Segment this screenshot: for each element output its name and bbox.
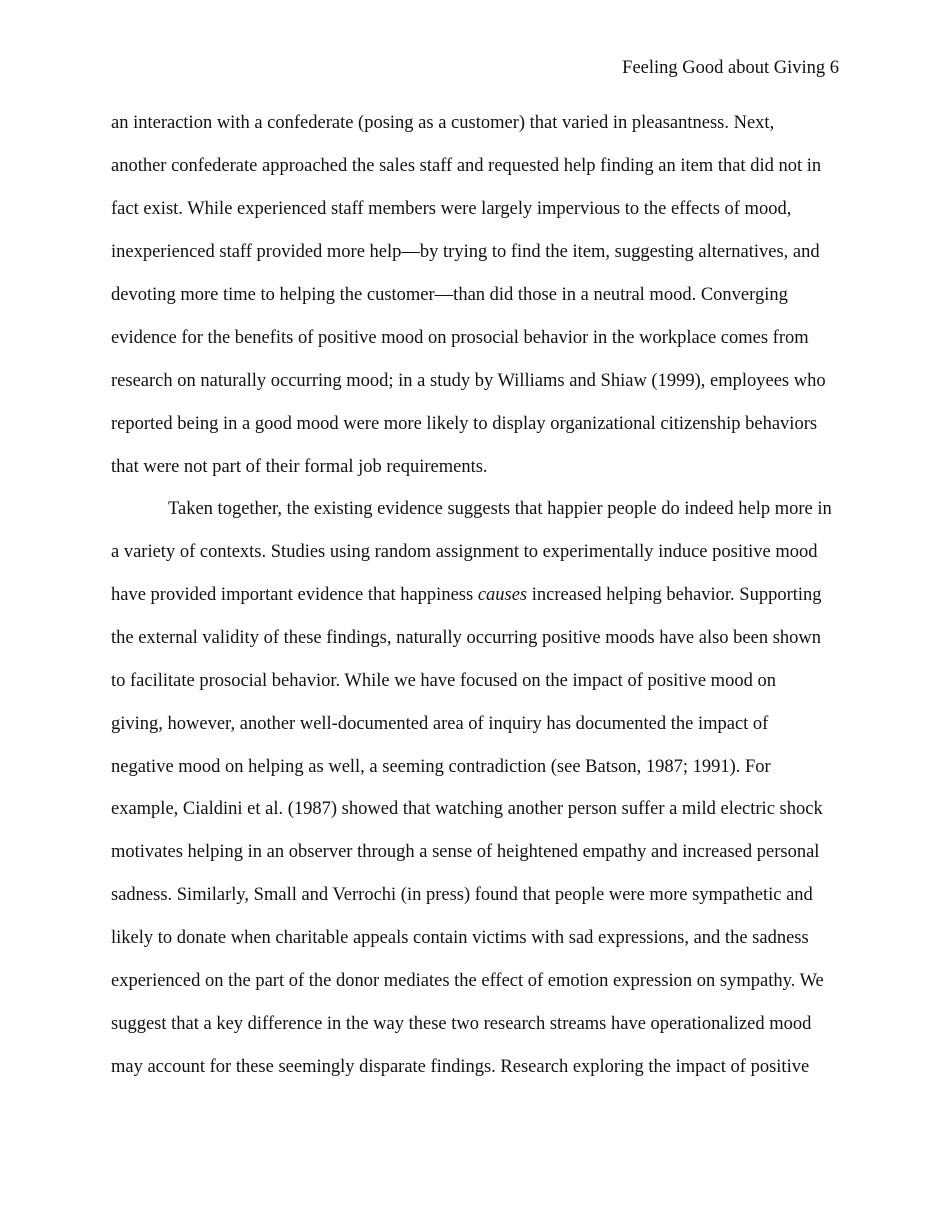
text-line: to facilitate prosocial behavior. While we have focused on the impact of positive mood on [111,671,776,691]
text-line: motivates helping in an observer through a sense of heightened empathy and increased personal [111,842,820,862]
text-line: devoting more time to helping the customer—than did those in a neutral mood. Converging [111,285,788,305]
emphasized-word: causes [477,585,528,605]
text-line: an interaction with a confederate (posing as a customer) that varied in pleasantness. Next, [111,113,775,133]
text-segment: increased helping behavior. Supporting [527,585,822,605]
text-line: likely to donate when charitable appeals contain victims with sad expressions, and the sadness [111,928,809,948]
text-line: research on naturally occurring mood; in a study by Williams and Shiaw (1999), employees who [111,371,826,391]
text-segment: have provided important evidence that happiness [111,585,478,605]
text-line: giving, however, another well-documented area of inquiry has documented the impact of [111,714,769,734]
text-line: inexperienced staff provided more help—by trying to find the item, suggesting alternatives, and [111,242,820,262]
text-line: example, Cialdini et al. (1987) showed that watching another person suffer a mild electric shock [111,799,823,819]
text-line: that were not part of their formal job requirements. [111,457,488,477]
text-line: a variety of contexts. Studies using random assignment to experimentally induce positive mood [111,542,818,562]
text-line: evidence for the benefits of positive mood on prosocial behavior in the workplace comes from [111,328,809,348]
text-line: sadness. Similarly, Small and Verrochi (in press) found that people were more sympathetic and [111,885,813,905]
text-line-with-emphasis [111,583,822,607]
text-line: reported being in a good mood were more likely to display organizational citizenship behaviors [111,414,818,434]
text-line: may account for these seemingly disparate findings. Research exploring the impact of positive [111,1057,810,1077]
text-line: the external validity of these findings, naturally occurring positive moods have also been shown [111,628,822,648]
text-line: negative mood on helping as well, a seeming contradiction (see Batson, 1987; 1991). For [111,757,771,777]
running-head: Feeling Good about Giving 6 [622,58,839,78]
text-line: experienced on the part of the donor mediates the effect of emotion expression on sympathy. We [111,971,824,991]
paragraph-first-line: Taken together, the existing evidence suggests that happier people do indeed help more in [168,499,832,519]
text-line: fact exist. While experienced staff members were largely impervious to the effects of mood, [111,199,792,219]
text-line: suggest that a key difference in the way these two research streams have operationalized mood [111,1014,812,1034]
text-line: another confederate approached the sales staff and requested help finding an item that did not in [111,156,822,176]
